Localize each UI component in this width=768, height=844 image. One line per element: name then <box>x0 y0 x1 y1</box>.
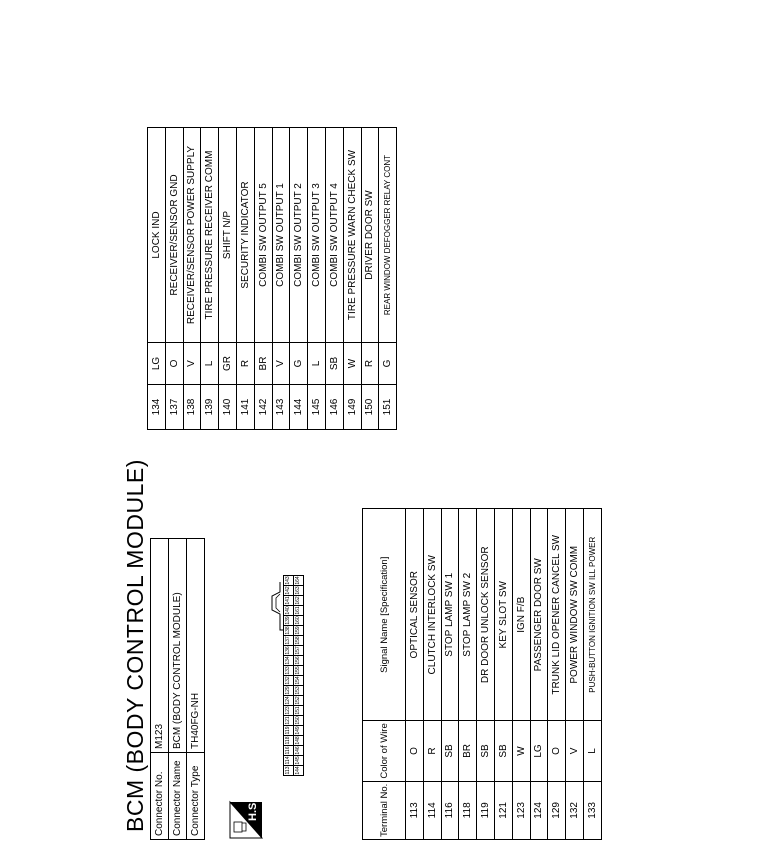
info-value: M123 <box>151 539 169 753</box>
table-row <box>494 509 512 840</box>
wire-color: O <box>548 721 566 781</box>
table-row <box>530 509 548 840</box>
connector-pin: 163 <box>294 586 304 596</box>
connector-pin: 129 <box>284 686 294 696</box>
terminal-no: 118 <box>459 781 477 839</box>
table-row <box>477 509 495 840</box>
connector-pin: 116 <box>284 746 294 756</box>
connector-pin: 143 <box>284 576 294 586</box>
wire-color: V <box>272 343 290 385</box>
connector-pin: 144 <box>294 766 304 776</box>
wire-color: LG <box>530 721 548 781</box>
signal-name: PUSH-BUTTON IGNITION SW ILL POWER <box>583 509 601 721</box>
wire-color: G <box>379 343 397 385</box>
signal-name: COMBI SW OUTPUT 5 <box>254 128 272 343</box>
table-row <box>379 128 397 430</box>
wire-color: R <box>423 721 441 781</box>
terminal-header: Terminal No. <box>363 781 406 839</box>
table-row <box>236 128 254 430</box>
connector-pin: 150 <box>294 716 304 726</box>
connector-pin: 145 <box>294 756 304 766</box>
wire-color: L <box>308 343 326 385</box>
connector-pin: 161 <box>294 606 304 616</box>
table-row <box>308 128 326 430</box>
connector-no-row <box>151 539 169 840</box>
connector-pin: 162 <box>294 596 304 606</box>
table-row <box>219 128 237 430</box>
terminal-no: 151 <box>379 385 397 430</box>
wire-color: SB <box>494 721 512 781</box>
connector-pin: 142 <box>284 586 294 596</box>
terminal-no: 116 <box>441 781 459 839</box>
table-row <box>183 128 201 430</box>
connector-info-table <box>150 538 205 840</box>
table-row <box>325 128 343 430</box>
table-row <box>148 128 166 430</box>
table-row <box>165 128 183 430</box>
signal-name: CLUTCH INTERLOCK SW <box>423 509 441 721</box>
info-label: Connector No. <box>151 753 169 840</box>
table-row <box>441 509 459 840</box>
connector-pin: 146 <box>294 746 304 756</box>
signal-name: COMBI SW OUTPUT 1 <box>272 128 290 343</box>
signal-name: OPTICAL SENSOR <box>406 509 424 721</box>
signal-name: COMBI SW OUTPUT 4 <box>325 128 343 343</box>
terminal-table-1 <box>362 508 602 840</box>
connector-pin: 158 <box>294 636 304 646</box>
table-row <box>361 128 379 430</box>
connector-pin: 140 <box>284 606 294 616</box>
terminal-no: 138 <box>183 385 201 430</box>
connector-pin: 119 <box>284 726 294 736</box>
connector-pin: 133 <box>284 666 294 676</box>
connector-pin: 157 <box>294 646 304 656</box>
terminal-no: 121 <box>494 781 512 839</box>
connector-pin: 151 <box>294 706 304 716</box>
terminal-no: 134 <box>148 385 166 430</box>
connector-pin: 156 <box>294 656 304 666</box>
terminal-no: 133 <box>583 781 601 839</box>
connector-pin-grid <box>283 575 304 776</box>
table-row <box>201 128 219 430</box>
page-title: BCM (BODY CONTROL MODULE) <box>122 459 148 832</box>
signal-name: REAR WINDOW DEFOGGER RELAY CONT <box>379 128 397 343</box>
pin-row-bottom <box>294 576 304 776</box>
terminal-no: 139 <box>201 385 219 430</box>
wire-color: R <box>236 343 254 385</box>
signal-name: STOP LAMP SW 2 <box>459 509 477 721</box>
signal-name: PASSENGER DOOR SW <box>530 509 548 721</box>
terminal-no: 144 <box>290 385 308 430</box>
connector-pin: 139 <box>284 616 294 626</box>
connector-pin: 118 <box>284 736 294 746</box>
signal-name: KEY SLOT SW <box>494 509 512 721</box>
signal-name: RECEIVER/SENSOR GND <box>165 128 183 343</box>
table-row <box>343 128 361 430</box>
connector-pin: 123 <box>284 706 294 716</box>
terminal-no: 124 <box>530 781 548 839</box>
signal-name: COMBI SW OUTPUT 2 <box>290 128 308 343</box>
pin-row-top <box>284 576 294 776</box>
table-row <box>459 509 477 840</box>
wire-color: LG <box>148 343 166 385</box>
connector-pin: 160 <box>294 616 304 626</box>
table-row <box>583 509 601 840</box>
terminal-no: 145 <box>308 385 326 430</box>
wire-color: R <box>361 343 379 385</box>
connector-pin: 137 <box>284 636 294 646</box>
connector-pin: 113 <box>284 766 294 776</box>
signal-name: SHIFT N/P <box>219 128 237 343</box>
wire-color: V <box>183 343 201 385</box>
signal-name: TIRE PRESSURE WARN CHECK SW <box>343 128 361 343</box>
connector-pin: 124 <box>284 696 294 706</box>
signal-name: TIRE PRESSURE RECEIVER COMM <box>201 128 219 343</box>
wire-color: G <box>290 343 308 385</box>
wire-color: L <box>583 721 601 781</box>
color-header: Color of Wire <box>363 721 406 781</box>
info-label: Connector Type <box>187 753 205 840</box>
connector-pin: 155 <box>294 666 304 676</box>
signal-name: DR DOOR UNLOCK SENSOR <box>477 509 495 721</box>
terminal-no: 137 <box>165 385 183 430</box>
terminal-no: 119 <box>477 781 495 839</box>
connector-pin: 136 <box>284 646 294 656</box>
terminal-no: 141 <box>236 385 254 430</box>
connector-pin: 153 <box>294 686 304 696</box>
info-value: TH40FG-NH <box>187 539 205 753</box>
connector-pin: 134 <box>284 656 294 666</box>
hs-icon <box>230 800 262 838</box>
connector-pin: 148 <box>294 736 304 746</box>
terminal-no: 142 <box>254 385 272 430</box>
signal-name: IGN F/B <box>512 509 530 721</box>
connector-pin: 159 <box>294 626 304 636</box>
wire-color: GR <box>219 343 237 385</box>
wire-color: BR <box>459 721 477 781</box>
signal-name: DRIVER DOOR SW <box>361 128 379 343</box>
connector-pin: 114 <box>284 756 294 766</box>
wire-color: BR <box>254 343 272 385</box>
info-label: Connector Name <box>169 753 187 840</box>
connector-pin: 132 <box>284 676 294 686</box>
connector-pin: 121 <box>284 716 294 726</box>
terminal-no: 150 <box>361 385 379 430</box>
table-row <box>566 509 584 840</box>
connector-pin: 152 <box>294 696 304 706</box>
wire-color: V <box>566 721 584 781</box>
signal-name: RECEIVER/SENSOR POWER SUPPLY <box>183 128 201 343</box>
info-value: BCM (BODY CONTROL MODULE) <box>169 539 187 753</box>
signal-header: Signal Name [Specification] <box>363 509 406 721</box>
table-row <box>548 509 566 840</box>
terminal-no: 129 <box>548 781 566 839</box>
signal-name: STOP LAMP SW 1 <box>441 509 459 721</box>
signal-name: TRUNK LID OPENER CANCEL SW <box>548 509 566 721</box>
table-row <box>272 128 290 430</box>
connector-name-row <box>169 539 187 840</box>
signal-name: POWER WINDOW SW COMM <box>566 509 584 721</box>
connector-pin: 141 <box>284 596 294 606</box>
table-row <box>423 509 441 840</box>
terminal-no: 149 <box>343 385 361 430</box>
wire-color: W <box>343 343 361 385</box>
wire-color: SB <box>441 721 459 781</box>
connector-pin: 149 <box>294 726 304 736</box>
terminal-no: 114 <box>423 781 441 839</box>
wire-color: SB <box>325 343 343 385</box>
terminal-no: 132 <box>566 781 584 839</box>
wire-color: W <box>512 721 530 781</box>
signal-name: LOCK IND <box>148 128 166 343</box>
table-row <box>254 128 272 430</box>
wire-color: L <box>201 343 219 385</box>
wire-color: O <box>406 721 424 781</box>
signal-name: COMBI SW OUTPUT 3 <box>308 128 326 343</box>
table-row <box>512 509 530 840</box>
wire-color: O <box>165 343 183 385</box>
terminal-no: 140 <box>219 385 237 430</box>
terminal-no: 123 <box>512 781 530 839</box>
signal-name: SECURITY INDICATOR <box>236 128 254 343</box>
wire-color: SB <box>477 721 495 781</box>
hs-label: H.S. <box>247 799 259 821</box>
connector-pin: 138 <box>284 626 294 636</box>
table-row <box>406 509 424 840</box>
table-row <box>290 128 308 430</box>
connector-pin: 164 <box>294 576 304 586</box>
terminal-no: 146 <box>325 385 343 430</box>
terminal-no: 143 <box>272 385 290 430</box>
terminal-no: 113 <box>406 781 424 839</box>
terminal-table-2 <box>147 127 397 430</box>
connector-pin: 154 <box>294 676 304 686</box>
